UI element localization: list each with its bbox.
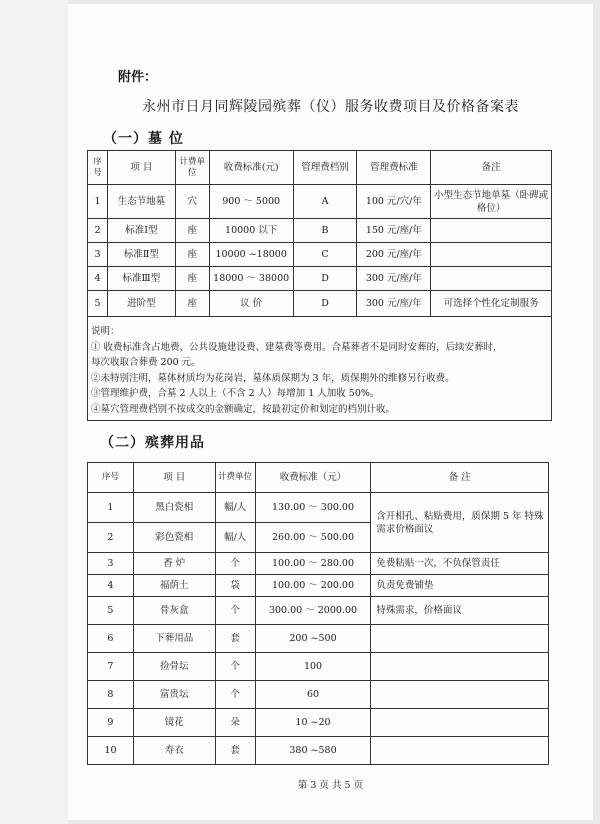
table-row: [88, 653, 549, 681]
cell: 3: [88, 553, 134, 575]
table-row: [88, 267, 552, 291]
cell: 100 元/穴/年: [357, 185, 431, 219]
cell: 香 炉: [133, 553, 215, 575]
cell: 特殊需求，价格面议: [371, 597, 549, 625]
notes-line: ②未特别注明，墓体材质均为花岗岩，墓体质保期为 3 年，质保期外的维修另行收费。: [91, 372, 455, 384]
attachment-label: 附件：: [118, 70, 158, 85]
header-cell: 项 目: [133, 463, 215, 493]
header-cell: 备注: [431, 151, 552, 185]
cell: 300 元/座/年: [357, 267, 431, 291]
cell: 900 ～ 5000: [209, 185, 293, 219]
cell: 富贵坛: [133, 681, 215, 709]
cell: 黑白瓷相: [133, 493, 215, 523]
section1-heading: （一）墓 位: [103, 131, 184, 147]
cell: 300.00 ～ 2000.00: [255, 597, 371, 625]
header-cell: 序号: [88, 151, 108, 185]
cell: B: [293, 219, 357, 243]
section2-heading: （二）殡葬用品: [100, 435, 205, 451]
cell: 18000 ～ 38000: [209, 267, 293, 291]
cell: [371, 709, 549, 737]
header-cell: 项 目: [107, 151, 175, 185]
cell: 下葬用品: [133, 625, 215, 653]
cell: 寿衣: [133, 737, 215, 765]
cell: 座: [175, 243, 209, 267]
cell: [371, 737, 549, 765]
cell: 2: [88, 523, 134, 553]
cell: 10000 ~18000: [209, 243, 293, 267]
table-row: [88, 243, 552, 267]
header-cell: 收费标准（元）: [255, 463, 371, 493]
cell: 6: [88, 625, 134, 653]
cell: [431, 243, 552, 267]
cell: 200 ~500: [255, 625, 371, 653]
cell: 议 价: [209, 291, 293, 317]
cell: A: [293, 185, 357, 219]
cell: 座: [175, 267, 209, 291]
cell: 100: [255, 653, 371, 681]
cell: 5: [88, 291, 108, 317]
table-row: [88, 681, 549, 709]
table-row: [88, 553, 549, 575]
table-header: [88, 463, 549, 493]
table-row: [88, 709, 549, 737]
notes-line: ④墓穴管理费档别不按成交的金额确定，按最初定价和划定的档别计收。: [91, 403, 396, 415]
cell: 个: [215, 681, 255, 709]
cell: 380 ~580: [255, 737, 371, 765]
cell: 可选择个性化定制服务: [431, 291, 552, 317]
table-row: [88, 493, 549, 523]
cell: 标准Ⅲ型: [107, 267, 175, 291]
cell: 10000 以下: [209, 219, 293, 243]
cell: 3: [88, 243, 108, 267]
cell: 260.00 ～ 500.00: [255, 523, 371, 553]
cell: 镜花: [133, 709, 215, 737]
cell: 免费粘贴一次，不负保管责任: [371, 553, 549, 575]
cell: [431, 267, 552, 291]
header-cell: 序号: [88, 463, 134, 493]
cell: 标准Ⅱ型: [107, 243, 175, 267]
cell: [371, 681, 549, 709]
cell: 幅/人: [215, 493, 255, 523]
cell: 5: [88, 597, 134, 625]
merged-note-cell: 含开相孔、粘贴费用，质保期 5 年 特殊需求价格面议: [371, 493, 549, 553]
cell: [371, 625, 549, 653]
cell: 袋: [215, 575, 255, 597]
table-header: [88, 151, 552, 185]
notes-line: ③管理维护费，合墓 2 人以上（不含 2 人）每增加 1 人加收 50%。: [91, 388, 380, 399]
cell: 生态节地墓: [107, 185, 175, 219]
cell: 标准Ⅰ型: [107, 219, 175, 243]
cell: 个: [215, 653, 255, 681]
cell: 10: [88, 737, 134, 765]
cell: 60: [255, 681, 371, 709]
cell: 负责免费铺垫: [371, 575, 549, 597]
cell: 座: [175, 219, 209, 243]
cell: D: [293, 291, 357, 317]
header-cell: 计费单位: [175, 151, 209, 185]
notes-line: 每次收取合葬费 200 元。: [91, 357, 201, 368]
cell: 个: [215, 597, 255, 625]
scan-margin: [0, 0, 68, 824]
cell: 小型生态节地单墓（卧碑或格位）: [431, 185, 552, 219]
table-row: [88, 291, 552, 317]
cell: 捡骨坛: [133, 653, 215, 681]
cell: 200 元/座/年: [357, 243, 431, 267]
cell: 朵: [215, 709, 255, 737]
funeral-supplies-table: [87, 462, 549, 765]
header-cell: 收费标准(元): [209, 151, 293, 185]
page-footer: 第 3 页 共 5 页: [297, 780, 364, 791]
cell: D: [293, 267, 357, 291]
cell: 个: [215, 553, 255, 575]
cell: [371, 653, 549, 681]
cell: 穴: [175, 185, 209, 219]
cell: 1: [88, 493, 134, 523]
cell: 100.00 ～ 280.00: [255, 553, 371, 575]
cell: 4: [88, 575, 134, 597]
header-cell: 备 注: [371, 463, 549, 493]
notes-line: ① 收费标准含占地费、公共设施建设费、建墓费等费用。合墓葬者不是同时安葬的，后续安葬时，: [91, 341, 503, 353]
cell: 4: [88, 267, 108, 291]
header-cell: 计费单位: [215, 463, 255, 493]
table-row: [88, 185, 552, 219]
cell: 彩色瓷相: [133, 523, 215, 553]
cell: 套: [215, 625, 255, 653]
cell: 9: [88, 709, 134, 737]
cell: 150 元/座/年: [357, 219, 431, 243]
cell: 座: [175, 291, 209, 317]
header-cell: 管理费标准: [357, 151, 431, 185]
cell: 10 ~20: [255, 709, 371, 737]
cell: 1: [88, 185, 108, 219]
table-row: [88, 737, 549, 765]
cell: 130.00 ～ 300.00: [255, 493, 371, 523]
cell: 福荫土: [133, 575, 215, 597]
header-cell: 管理费档别: [293, 151, 357, 185]
cell: 8: [88, 681, 134, 709]
cell: 2: [88, 219, 108, 243]
notes-block: [91, 324, 547, 417]
cell: 7: [88, 653, 134, 681]
cell: [431, 219, 552, 243]
table-row: [88, 597, 549, 625]
cell: 骨灰盒: [133, 597, 215, 625]
table-row: [88, 219, 552, 243]
table-row: [88, 625, 549, 653]
document-title: 永州市日月同辉陵园殡葬（仪）服务收费项目及价格备案表: [142, 99, 519, 115]
cell: 100.00 ～ 200.00: [255, 575, 371, 597]
notes-line: 说明：: [91, 326, 120, 337]
table-row: [88, 575, 549, 597]
cell: 幅/人: [215, 523, 255, 553]
cell: 进阶型: [107, 291, 175, 317]
cell: C: [293, 243, 357, 267]
cell: 300 元/座/年: [357, 291, 431, 317]
cell: 套: [215, 737, 255, 765]
